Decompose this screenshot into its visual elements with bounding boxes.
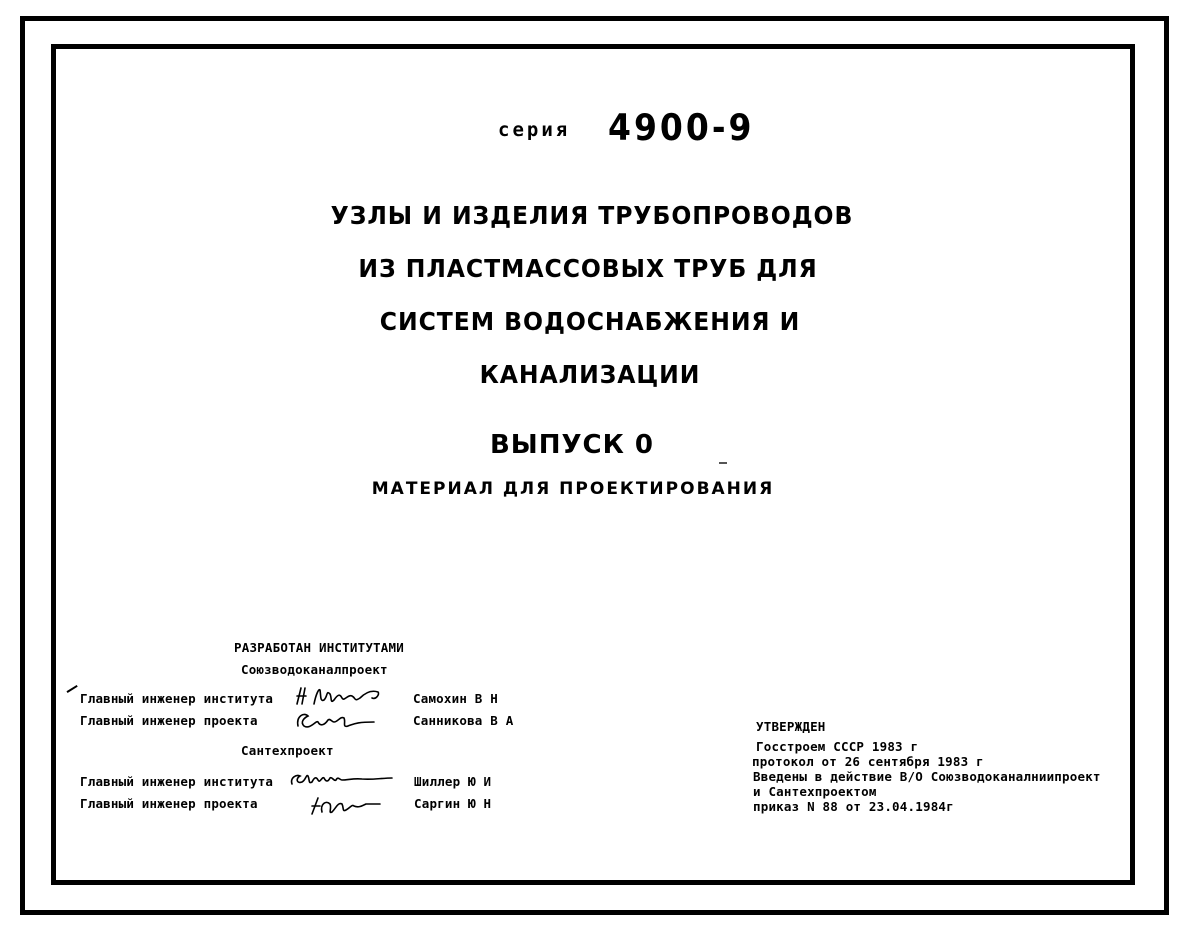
signature-sargin (308, 792, 384, 820)
approval-line: Госстроем СССР 1983 г (756, 739, 919, 754)
signature-shiller (288, 768, 396, 790)
title-line-1: УЗЛЫ И ИЗДЕЛИЯ ТРУБОПРОВОДОВ (330, 201, 854, 230)
staff-person: Санникова В А (413, 713, 514, 728)
approval-line: протокол от 26 сентября 1983 г (752, 754, 984, 769)
developers-heading: РАЗРАБОТАН ИНСТИТУТАМИ (234, 640, 404, 655)
stray-mark (719, 462, 727, 464)
staff-role: Главный инженер института (80, 774, 274, 789)
staff-person: Шиллер Ю И (414, 774, 492, 789)
staff-role: Главный инженер института (80, 691, 274, 706)
signature-sannikova (294, 708, 378, 734)
approval-heading: УТВЕРЖДЕН (756, 719, 826, 734)
institute-name: Союзводоканалпроект (241, 662, 388, 677)
title-line-3: СИСТЕМ ВОДОСНАБЖЕНИЯ И (379, 307, 801, 336)
title-line-2: ИЗ ПЛАСТМАССОВЫХ ТРУБ ДЛЯ (358, 254, 818, 283)
institute-name: Сантехпроект (241, 743, 334, 758)
series-label: серия (498, 119, 571, 141)
title-line-4: КАНАЛИЗАЦИИ (479, 360, 701, 389)
staff-person: Саргин Ю Н (414, 796, 492, 811)
staff-role: Главный инженер проекта (80, 713, 258, 728)
staff-role: Главный инженер проекта (80, 796, 258, 811)
issue-number: ВЫПУСК 0 (489, 430, 655, 460)
approval-line: приказ N 88 от 23.04.1984г (753, 799, 954, 814)
series-number: 4900-9 (608, 105, 755, 149)
signature-samokhin (294, 684, 384, 710)
staff-person: Самохин В Н (413, 691, 498, 706)
approval-line: и Сантехпроектом (753, 784, 877, 799)
approval-line: Введены в действие В/О Союзводоканалниипроект (753, 769, 1101, 784)
subtitle: МАТЕРИАЛ ДЛЯ ПРОЕКТИРОВАНИЯ (371, 479, 775, 499)
